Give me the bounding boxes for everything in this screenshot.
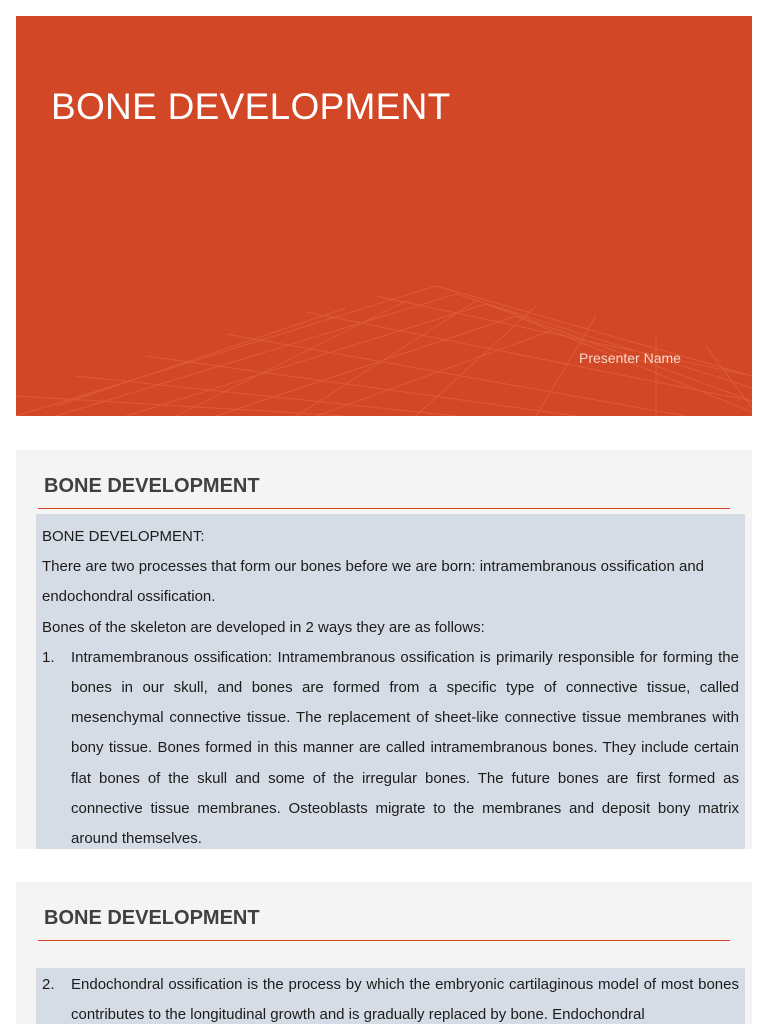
list-item	[42, 970, 739, 1024]
presenter-name: Presenter Name	[579, 350, 681, 366]
heading-underline	[38, 508, 730, 509]
heading-underline	[38, 940, 730, 941]
slide-heading: BONE DEVELOPMENT	[44, 907, 260, 929]
content-text-box	[36, 514, 745, 849]
list-item	[42, 643, 739, 849]
slide-title: BONE DEVELOPMENT	[51, 86, 451, 127]
paragraph-label: BONE DEVELOPMENT:	[42, 528, 205, 545]
content-slide-2	[16, 882, 752, 1024]
list-text: Intramembranous ossification: Intramembranous ossification is primarily responsible for forming the bones in our skull, and bones are formed from a specific type of connective tissue, called mesenchymal connective tissue. The replacement of sheet-like connective tissue membranes with bony tissue. Bones formed in this manner are called intramembranous bones. They include certain flat bones of the skull and some of the irregular bones. The future bones are first formed as connective tissue membranes. Osteoblasts migrate to the membranes and deposit bony matrix around themselves.	[71, 648, 739, 848]
slide-heading: BONE DEVELOPMENT	[44, 475, 260, 497]
paragraph-intro: There are two processes that form our bones before we are born: intramembranous ossification and endochondral ossification.	[42, 558, 705, 606]
list-number: 1.	[42, 648, 55, 666]
paragraph-lead: Bones of the skeleton are developed in 2 ways they are as follows:	[42, 618, 485, 636]
content-slide-1	[16, 450, 752, 849]
list-number: 2.	[42, 976, 55, 993]
content-text-box	[36, 968, 745, 1024]
list-text: Endochondral ossification is the process by which the embryonic cartilaginous model of most bones contributes to the longitudinal growth and is gradually replaced by bone. Endochondral	[71, 976, 739, 1024]
title-slide	[16, 16, 752, 416]
